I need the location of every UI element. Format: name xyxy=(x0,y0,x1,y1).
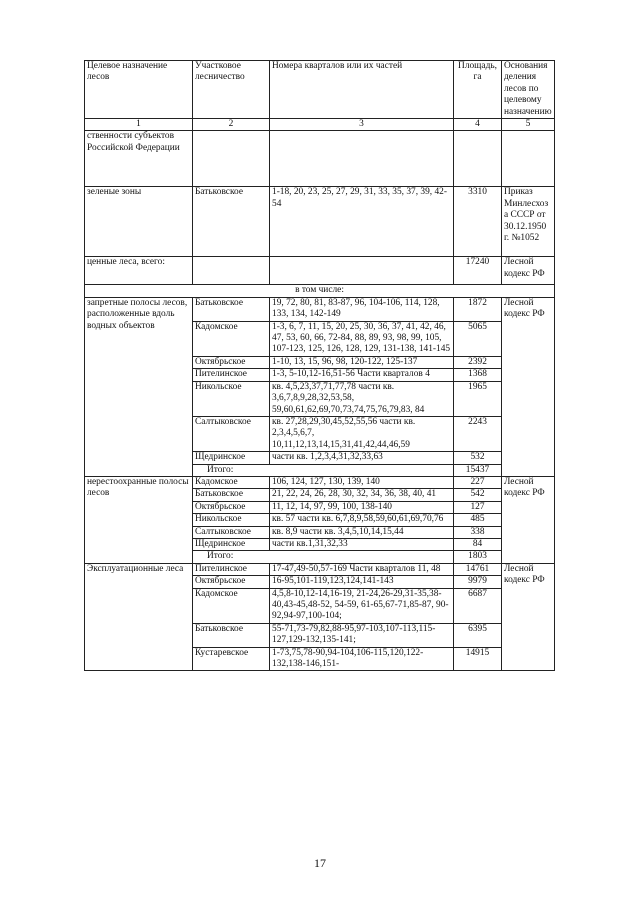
cell-purpose: зеленые зоны xyxy=(85,187,193,257)
cell-forestry: Пителинское xyxy=(193,563,270,575)
cell-area: 6395 xyxy=(454,623,502,647)
total-label: Итого: xyxy=(193,464,454,476)
cell-quarters: 17-47,49-50,57-169 Части кварталов 11, 48 xyxy=(270,563,454,575)
cell-area: 6687 xyxy=(454,588,502,623)
cell-area: 542 xyxy=(454,489,502,501)
cell-forestry: Октябрьское xyxy=(193,356,270,368)
cell-basis: Лесной кодекс РФ xyxy=(502,297,555,476)
cell-forestry: Щедринское xyxy=(193,452,270,464)
forest-purpose-table xyxy=(84,60,555,671)
cell-forestry: Кадомское xyxy=(193,588,270,623)
cell-forestry: Батьковское xyxy=(193,489,270,501)
subheading: в том числе: xyxy=(85,285,555,297)
header-area: Площадь, га xyxy=(454,61,502,119)
header-purpose: Целевое назначение лесов xyxy=(85,61,193,119)
cell-forestry: Салтыковское xyxy=(193,416,270,451)
cell-area: 17240 xyxy=(454,257,502,285)
col-num-5: 5 xyxy=(502,119,555,131)
cell-purpose: ственности субъектов Российской Федерации xyxy=(85,131,193,187)
cell-quarters: 16-95,101-119,123,124,141-143 xyxy=(270,576,454,588)
cell-forestry: Кадомское xyxy=(193,476,270,488)
cell-area: 338 xyxy=(454,526,502,538)
cell-area: 2392 xyxy=(454,356,502,368)
cell-forestry: Кустаревское xyxy=(193,647,270,671)
table-row xyxy=(85,476,555,488)
cell-area: 532 xyxy=(454,452,502,464)
cell-area: 3310 xyxy=(454,187,502,257)
cell-quarters: части кв. 1,2,3,4,31,32,33,63 xyxy=(270,452,454,464)
cell-purpose: нерестоохранные полосы лесов xyxy=(85,476,193,563)
cell-area: 485 xyxy=(454,514,502,526)
cell-quarters: 1-73,75,78-90,94-104,106-115,120,122-132,138-146,151- xyxy=(270,647,454,671)
table-row xyxy=(85,187,555,257)
cell-area: 1965 xyxy=(454,381,502,416)
cell-quarters: 1-18, 20, 23, 25, 27, 29, 31, 33, 35, 37, 39, 42-54 xyxy=(270,187,454,257)
cell-forestry: Батьковское xyxy=(193,623,270,647)
cell-quarters: 21, 22, 24, 26, 28, 30, 32, 34, 36, 38, 40, 41 xyxy=(270,489,454,501)
cell-area: 5065 xyxy=(454,321,502,356)
cell-forestry: Щедринское xyxy=(193,538,270,550)
cell-basis: Лесной кодекс РФ xyxy=(502,563,555,671)
cell-basis: Лесной кодекс РФ xyxy=(502,257,555,285)
col-num-2: 2 xyxy=(193,119,270,131)
cell-purpose: запретные полосы лесов, расположенные вдоль водных объектов xyxy=(85,297,193,476)
cell-quarters: 1-10, 13, 15, 96, 98, 120-122, 125-137 xyxy=(270,356,454,368)
total-area: 15437 xyxy=(454,464,502,476)
cell-area: 127 xyxy=(454,501,502,513)
table-row xyxy=(85,297,555,321)
cell-forestry: Октябрьское xyxy=(193,576,270,588)
cell-purpose: Эксплуатационные леса xyxy=(85,563,193,671)
cell-quarters: 11, 12, 14, 97, 99, 100, 138-140 xyxy=(270,501,454,513)
cell-quarters: 55-71,73-79,82,88-95,97-103,107-113,115-127,129-132,135-141; xyxy=(270,623,454,647)
total-label: Итого: xyxy=(193,551,454,563)
cell-purpose: ценные леса, всего: xyxy=(85,257,193,285)
cell-quarters: кв. 27,28,29,30,45,52,55,56 части кв. 2,3,4,5,6,7, 10,11,12,13,14,15,31,41,42,44,46,59 xyxy=(270,416,454,451)
document-page xyxy=(84,60,554,671)
cell-forestry: Октябрьское xyxy=(193,501,270,513)
cell-quarters: 19, 72, 80, 81, 83-87, 96, 104-106, 114, 128, 133, 134, 142-149 xyxy=(270,297,454,321)
cell-forestry: Пителинское xyxy=(193,369,270,381)
header-basis: Основания деления лесов по целевому назначению xyxy=(502,61,555,119)
cell-forestry: Салтыковское xyxy=(193,526,270,538)
page-number: 17 xyxy=(314,856,326,870)
cell-area: 1872 xyxy=(454,297,502,321)
table-row xyxy=(85,285,555,297)
cell-area: 14915 xyxy=(454,647,502,671)
cell-quarters: кв. 4,5,23,37,71,77,78 части кв. 3,6,7,8,9,28,32,53,58, 59,60,61,62,69,70,73,74,75,76,79,83, 84 xyxy=(270,381,454,416)
cell-forestry: Батьковское xyxy=(193,187,270,257)
cell-basis: Приказ Минлесхоза СССР от 30.12.1950 г. №1052 xyxy=(502,187,555,257)
header-quarters: Номера кварталов или их частей xyxy=(270,61,454,119)
cell-area: 14761 xyxy=(454,563,502,575)
table-row xyxy=(85,257,555,285)
col-num-4: 4 xyxy=(454,119,502,131)
cell-quarters: 106, 124, 127, 130, 139, 140 xyxy=(270,476,454,488)
cell-quarters: кв. 57 части кв. 6,7,8,9,58,59,60,61,69,70,76 xyxy=(270,514,454,526)
table-row xyxy=(85,131,555,187)
cell-quarters: 4,5,8-10,12-14,16-19, 21-24,26-29,31-35,38-40,43-45,48-52, 54-59, 61-65,67-71,85-87, 90-92,94-97,100-104; xyxy=(270,588,454,623)
cell-area: 84 xyxy=(454,538,502,550)
cell-forestry: Кадомское xyxy=(193,321,270,356)
header-row xyxy=(85,61,555,119)
header-forestry: Участковое лесничество xyxy=(193,61,270,119)
table-row xyxy=(85,563,555,575)
cell-quarters: части кв.1,31,32,33 xyxy=(270,538,454,550)
total-area: 1803 xyxy=(454,551,502,563)
cell-area: 2243 xyxy=(454,416,502,451)
cell-forestry: Никольское xyxy=(193,514,270,526)
cell-quarters: кв. 8,9 части кв. 3,4,5,10,14,15,44 xyxy=(270,526,454,538)
col-num-1: 1 xyxy=(85,119,193,131)
cell-area: 1368 xyxy=(454,369,502,381)
cell-quarters: 1-3, 5-10,12-16,51-56 Части кварталов 4 xyxy=(270,369,454,381)
cell-area: 9979 xyxy=(454,576,502,588)
cell-forestry: Никольское xyxy=(193,381,270,416)
cell-quarters: 1-3, 6, 7, 11, 15, 20, 25, 30, 36, 37, 41, 42, 46, 47, 53, 60, 66, 72-84, 88, 89, 93, 98, 99, 105, 107-123, 125, 126, 128, 129, 131-138, 141-145 xyxy=(270,321,454,356)
cell-forestry: Батьковское xyxy=(193,297,270,321)
column-number-row xyxy=(85,119,555,131)
cell-basis: Лесной кодекс РФ xyxy=(502,476,555,563)
cell-area: 227 xyxy=(454,476,502,488)
col-num-3: 3 xyxy=(270,119,454,131)
